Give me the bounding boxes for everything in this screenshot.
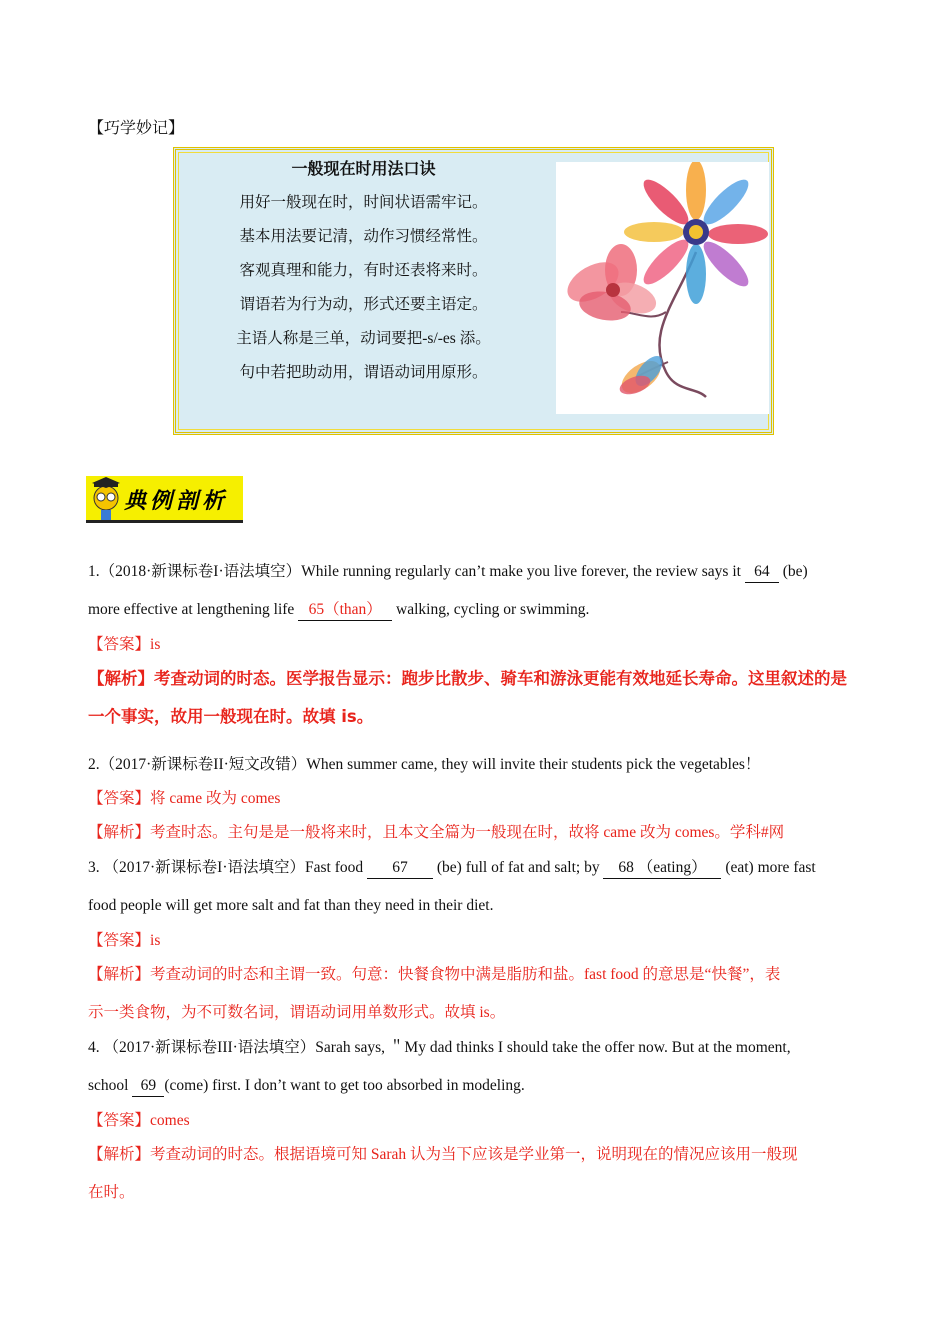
blank-69: 69 [132,1076,164,1097]
example-banner [86,476,243,526]
question-4-line2: school 69 (come) first. I don’t want to get too absorbed in modeling. [88,1067,864,1105]
mnemonic-line: 基本用法要记清，动作习惯经常性。 [239,228,488,245]
analysis-1: 【解析】考查动词的时态。医学报告显示：跑步比散步、骑车和游泳更能有效地延长寿命。这里叙述的是 [88,669,847,688]
answer-3: 【答案】is [88,932,161,949]
blank-65: 65（than） [298,600,392,621]
blank-64: 64 [745,562,779,583]
question-1: 1.（2018·新课标卷I·语法填空）While running regularly can’t make you live forever, the review says it 64 (be) [88,553,864,591]
flower-illustration [556,162,769,414]
analysis-1-line2: 一个事实，故用一般现在时。故填 is。 [88,707,374,726]
answer-1: 【答案】is [88,636,161,653]
analysis-4: 【解析】考查动词的时态。根据语境可知 Sarah 认为当下应该是学业第一，说明现在的情况应该用一般现 [88,1146,798,1163]
mnemonic-line: 用好一般现在时，时间状语需牢记。 [239,194,488,211]
question-3-line2: food people will get more salt and fat than they need in their diet. [88,897,494,914]
section-heading: 【巧学妙记】 [88,120,185,137]
analysis-3: 【解析】考查动词的时态和主谓一致。句意：快餐食物中满是脂肪和盐。fast food 的意思是“快餐”，表 [88,966,781,983]
answer-2: 【答案】将 came 改为 comes [88,790,281,807]
blank-68: 68 （eating） [603,858,721,879]
mnemonic-line: 句中若把助动用，谓语动词用原形。 [239,364,488,381]
question-4: 4. （2017·新课标卷III·语法填空）Sarah says, ＂My dad thinks I should take the offer now. But at the moment, [88,1039,791,1056]
analysis-4-line2: 在时。 [88,1184,135,1201]
question-1-line2: more effective at lengthening life 65（than） walking, cycling or swimming. [88,591,864,629]
example-banner-text: 典例剖析 [124,488,229,514]
answer-4: 【答案】comes [88,1112,190,1129]
question-2: 2.（2017·新课标卷II·短文改错）When summer came, they will invite their students pick the vegetables！ [88,756,761,773]
analysis-2: 【解析】考查时态。主句是是一般将来时，且本文全篇为一般现在时，故将 came 改为 comes。学科#网 [88,824,785,841]
analysis-3-line2: 示一类食物，为不可数名词，谓语动词用单数形式。故填 is。 [88,1004,506,1021]
mnemonic-line: 主语人称是三单，动词要把-s/-es 添。 [236,330,491,347]
mnemonic-title: 一般现在时用法口诀 [291,161,436,178]
mnemonic-box [173,147,774,435]
blank-67: 67 [367,858,433,879]
question-3: 3. （2017·新课标卷I·语法填空）Fast food 67 (be) full of fat and salt; by 68 （eating） (eat) more fast [88,849,864,887]
mnemonic-line: 谓语若为行为动，形式还要主语定。 [239,296,488,313]
mnemonic-line: 客观真理和能力，有时还表将来时。 [239,262,488,279]
